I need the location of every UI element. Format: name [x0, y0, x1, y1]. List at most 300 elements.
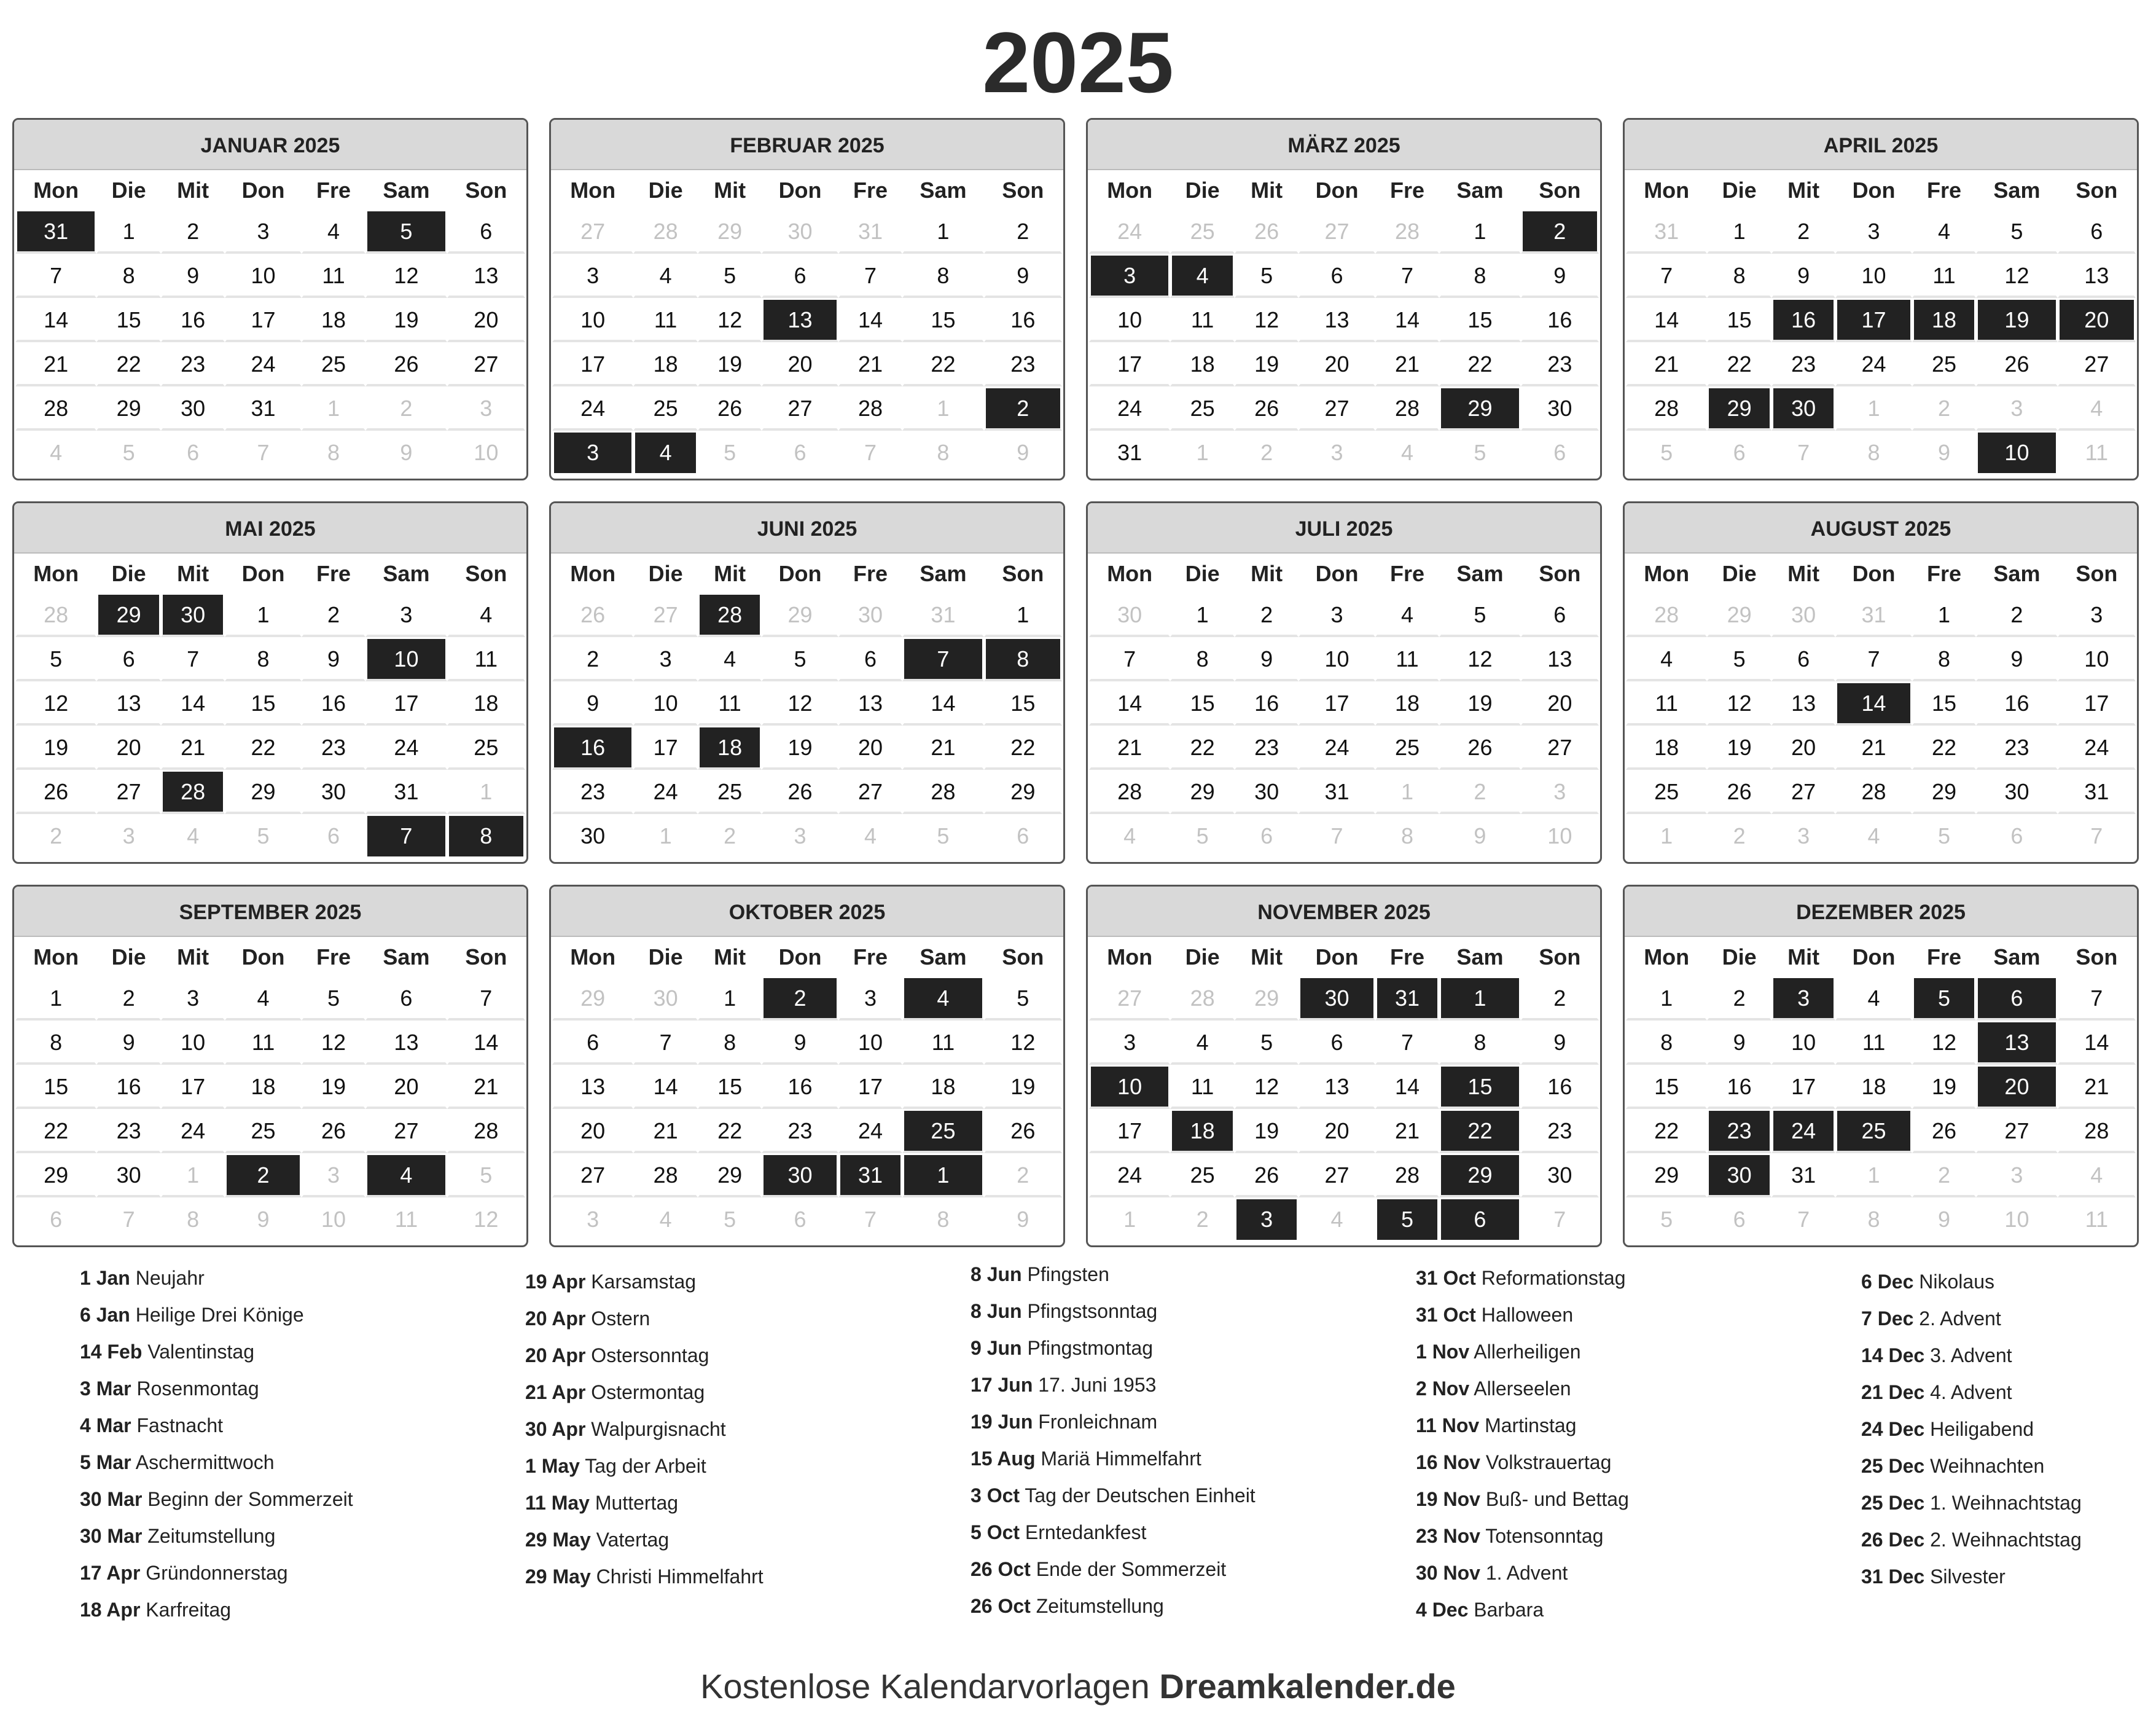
day-cell: 12 [762, 681, 838, 726]
weekday-label: Sam [1456, 561, 1504, 586]
weekday-label: Mit [177, 178, 209, 203]
day-cell: 7 [1089, 637, 1170, 681]
day-cell: 10 [225, 254, 301, 298]
day-cell: 20 [552, 1109, 633, 1153]
day-cell: 7 [1771, 1197, 1836, 1242]
holiday-name: Buß- und Bettag [1485, 1488, 1629, 1510]
weekday-label: Fre [1390, 178, 1425, 203]
weekday-label: Die [648, 178, 683, 203]
weekday-label: Die [1722, 561, 1757, 586]
holiday-column [525, 1263, 764, 1595]
day-cell: 22 [1707, 342, 1771, 386]
day-cell: 3 [161, 976, 225, 1021]
day-cell: 16 [302, 681, 366, 726]
day-cell: 8 [447, 814, 525, 858]
day-cell: 31 [1089, 431, 1170, 475]
day-cell: 11 [633, 298, 698, 342]
day-cell: 20 [1299, 342, 1375, 386]
day-cell: 5 [15, 637, 96, 681]
day-cell: 19 [1707, 726, 1771, 770]
weekday-label: Sam [920, 561, 967, 586]
day-cell: 19 [1976, 298, 2057, 342]
day-cell: 22 [96, 342, 161, 386]
day-cell: 7 [1375, 1021, 1440, 1065]
day-cell: 4 [1170, 254, 1235, 298]
month-11 [1086, 885, 1602, 1247]
weekday-label: Son [1539, 178, 1581, 203]
weekday-label: Sam [383, 561, 430, 586]
weekday-label: Fre [1927, 944, 1962, 970]
day-cell: 7 [2058, 976, 2136, 1021]
footer-text: Kostenlose Kalendarvorlagen [700, 1667, 1160, 1706]
day-cell: 24 [1089, 210, 1170, 254]
holiday-item [80, 1407, 353, 1444]
day-cell: 11 [698, 681, 762, 726]
day-cell: 7 [1835, 637, 1912, 681]
day-cell: 14 [1835, 681, 1912, 726]
holiday-name: Nikolaus [1919, 1271, 1994, 1293]
day-cell: 13 [365, 1021, 447, 1065]
weekday-label: Die [648, 561, 683, 586]
day-cell: 6 [762, 254, 838, 298]
month-5 [12, 501, 528, 864]
holiday-date: 31 Dec [1861, 1565, 1925, 1588]
weekday-label: Fre [853, 561, 888, 586]
day-cell: 31 [1626, 210, 1707, 254]
month-12 [1623, 885, 2139, 1247]
day-cell: 10 [838, 1021, 903, 1065]
day-cell: 4 [1375, 593, 1440, 637]
day-cell: 30 [1976, 770, 2057, 814]
day-cell: 1 [1707, 210, 1771, 254]
day-cell: 3 [1976, 386, 2057, 431]
holiday-date: 20 Apr [525, 1344, 586, 1366]
holiday-date: 19 Nov [1416, 1488, 1480, 1510]
day-cell: 4 [838, 814, 903, 858]
holiday-name: Heiligabend [1930, 1418, 2034, 1440]
holiday-name: Neujahr [135, 1267, 205, 1289]
day-cell: 7 [633, 1021, 698, 1065]
day-cell: 19 [762, 726, 838, 770]
day-cell: 31 [1771, 1153, 1836, 1197]
day-cell: 4 [633, 431, 698, 475]
month-title: JANUAR 2025 [14, 120, 526, 170]
day-cell: 1 [1170, 593, 1235, 637]
day-cell: 9 [302, 637, 366, 681]
holiday-date: 26 Dec [1861, 1529, 1925, 1551]
holiday-item [1416, 1296, 1629, 1333]
day-cell: 23 [96, 1109, 161, 1153]
day-cell: 14 [633, 1065, 698, 1109]
day-cell: 4 [633, 1197, 698, 1242]
day-cell: 21 [15, 342, 96, 386]
day-cell: 5 [365, 210, 447, 254]
day-cell: 20 [447, 298, 525, 342]
day-cell: 1 [902, 210, 983, 254]
holiday-name: Zeitumstellung [147, 1525, 276, 1547]
holiday-name: Martinstag [1485, 1414, 1577, 1436]
day-cell: 11 [225, 1021, 301, 1065]
holiday-item [1416, 1407, 1629, 1444]
day-cell: 8 [1375, 814, 1440, 858]
day-cell: 5 [698, 431, 762, 475]
day-cell: 1 [984, 593, 1062, 637]
holiday-item [525, 1448, 764, 1484]
day-cell: 12 [698, 298, 762, 342]
weekday-label: Die [1185, 944, 1220, 970]
holiday-date: 6 Dec [1861, 1271, 1914, 1293]
day-cell: 6 [302, 814, 366, 858]
day-cell: 8 [1626, 1021, 1707, 1065]
holiday-item [971, 1551, 1256, 1588]
day-cell: 30 [838, 593, 903, 637]
holiday-name: 17. Juni 1953 [1038, 1374, 1157, 1396]
day-cell: 18 [225, 1065, 301, 1109]
day-cell: 3 [447, 386, 525, 431]
weekday-label: Die [648, 944, 683, 970]
day-cell: 20 [1976, 1065, 2057, 1109]
day-cell: 30 [1771, 593, 1836, 637]
day-cell: 25 [225, 1109, 301, 1153]
day-cell: 27 [96, 770, 161, 814]
day-cell: 9 [1707, 1021, 1771, 1065]
weekday-label: Fre [853, 944, 888, 970]
day-cell: 2 [1235, 431, 1299, 475]
day-cell: 13 [1771, 681, 1836, 726]
holiday-date: 25 Dec [1861, 1492, 1925, 1514]
day-cell: 23 [984, 342, 1062, 386]
holiday-item [1416, 1444, 1629, 1481]
day-cell: 12 [1912, 1021, 1977, 1065]
weekday-label: Fre [1390, 944, 1425, 970]
day-cell: 28 [698, 593, 762, 637]
day-cell: 14 [1375, 1065, 1440, 1109]
holiday-item [1861, 1448, 2082, 1484]
day-cell: 24 [1089, 1153, 1170, 1197]
day-cell: 11 [1626, 681, 1707, 726]
day-cell: 27 [1299, 210, 1375, 254]
day-cell: 3 [1771, 976, 1836, 1021]
day-cell: 8 [1835, 1197, 1912, 1242]
day-cell: 25 [1835, 1109, 1912, 1153]
day-cell: 26 [1235, 386, 1299, 431]
day-cell: 29 [1439, 1153, 1520, 1197]
day-cell: 22 [902, 342, 983, 386]
weekday-label: Son [1539, 561, 1581, 586]
day-cell: 23 [552, 770, 633, 814]
day-cell: 4 [161, 814, 225, 858]
day-cell: 5 [762, 637, 838, 681]
day-cell: 31 [902, 593, 983, 637]
day-cell: 21 [1089, 726, 1170, 770]
day-cell: 1 [1439, 210, 1520, 254]
day-cell: 14 [1375, 298, 1440, 342]
day-cell: 8 [1835, 431, 1912, 475]
holiday-item [1416, 1370, 1629, 1407]
day-cell: 1 [698, 976, 762, 1021]
day-cell: 27 [1976, 1109, 2057, 1153]
day-cell: 8 [698, 1021, 762, 1065]
day-cell: 12 [1439, 637, 1520, 681]
day-cell: 3 [365, 593, 447, 637]
day-cell: 1 [1375, 770, 1440, 814]
day-cell: 25 [1170, 210, 1235, 254]
weekday-label: Son [1002, 561, 1044, 586]
day-cell: 8 [902, 431, 983, 475]
weekday-label: Mit [714, 178, 746, 203]
day-cell: 2 [552, 637, 633, 681]
holiday-item [525, 1374, 764, 1411]
holiday-name: Pfingsten [1027, 1263, 1109, 1285]
day-cell: 3 [225, 210, 301, 254]
day-cell: 28 [1835, 770, 1912, 814]
holiday-column [1416, 1260, 1629, 1628]
day-cell: 28 [1375, 210, 1440, 254]
day-cell: 20 [2058, 298, 2136, 342]
weekday-label: Mit [714, 561, 746, 586]
holiday-item [1416, 1333, 1629, 1370]
day-cell: 29 [762, 593, 838, 637]
holiday-name: Pfingstmontag [1027, 1337, 1154, 1359]
month-title: JUNI 2025 [551, 503, 1063, 554]
weekday-label: Son [1002, 178, 1044, 203]
day-cell: 7 [838, 1197, 903, 1242]
day-cell: 8 [302, 431, 366, 475]
day-cell: 4 [1170, 1021, 1235, 1065]
holiday-name: Halloween [1481, 1304, 1574, 1326]
weekday-label: Mon [570, 178, 616, 203]
day-cell: 6 [1976, 976, 2057, 1021]
weekday-label: Mon [1644, 944, 1690, 970]
day-cell: 17 [365, 681, 447, 726]
day-cell: 4 [1089, 814, 1170, 858]
day-cell: 6 [1771, 637, 1836, 681]
holiday-item [1416, 1591, 1629, 1628]
day-cell: 8 [225, 637, 301, 681]
day-cell: 5 [1707, 637, 1771, 681]
day-cell: 11 [2058, 431, 2136, 475]
weekday-label: Don [778, 944, 822, 970]
day-cell: 1 [1439, 976, 1520, 1021]
day-cell: 9 [1771, 254, 1836, 298]
weekday-label: Don [1852, 944, 1896, 970]
weekday-label: Mon [33, 944, 79, 970]
day-cell: 17 [1835, 298, 1912, 342]
day-cell: 5 [698, 1197, 762, 1242]
holiday-item [80, 1444, 353, 1481]
day-cell: 1 [633, 814, 698, 858]
holiday-name: Erntedankfest [1025, 1521, 1147, 1543]
day-cell: 18 [1626, 726, 1707, 770]
weekday-label: Fre [316, 178, 351, 203]
weekday-label: Mit [714, 944, 746, 970]
day-cell: 3 [1835, 210, 1912, 254]
day-cell: 11 [1835, 1021, 1912, 1065]
day-cell: 30 [302, 770, 366, 814]
holiday-name: Tag der Arbeit [585, 1455, 706, 1477]
day-cell: 4 [633, 254, 698, 298]
day-cell: 28 [1626, 593, 1707, 637]
month-title: OKTOBER 2025 [551, 887, 1063, 937]
day-cell: 30 [1521, 1153, 1599, 1197]
day-cell: 3 [1976, 1153, 2057, 1197]
day-cell: 5 [96, 431, 161, 475]
holiday-item [525, 1411, 764, 1448]
day-cell: 15 [698, 1065, 762, 1109]
day-cell: 3 [1089, 1021, 1170, 1065]
day-cell: 17 [225, 298, 301, 342]
holiday-date: 23 Nov [1416, 1525, 1480, 1547]
day-cell: 7 [365, 814, 447, 858]
day-cell: 24 [1835, 342, 1912, 386]
day-cell: 29 [1626, 1153, 1707, 1197]
day-cell: 13 [1299, 298, 1375, 342]
holiday-name: Fastnacht [136, 1414, 223, 1436]
day-cell: 15 [96, 298, 161, 342]
holiday-name: Walpurgisnacht [591, 1418, 726, 1440]
day-cell: 27 [1299, 386, 1375, 431]
day-cell: 2 [1912, 1153, 1977, 1197]
day-cell: 4 [1912, 210, 1977, 254]
day-cell: 30 [161, 386, 225, 431]
day-cell: 2 [225, 1153, 301, 1197]
day-cell: 7 [1375, 254, 1440, 298]
month-title: APRIL 2025 [1625, 120, 2137, 170]
day-cell: 9 [1912, 431, 1977, 475]
holiday-date: 11 May [525, 1492, 590, 1514]
weekday-label: Son [1539, 944, 1581, 970]
day-cell: 26 [1707, 770, 1771, 814]
day-cell: 1 [1912, 593, 1977, 637]
day-cell: 6 [161, 431, 225, 475]
day-cell: 14 [1626, 298, 1707, 342]
day-cell: 9 [1235, 637, 1299, 681]
holiday-name: Silvester [1930, 1565, 2006, 1588]
day-cell: 20 [365, 1065, 447, 1109]
month-title: AUGUST 2025 [1625, 503, 2137, 554]
day-cell: 31 [2058, 770, 2136, 814]
holiday-name: Zeitumstellung [1036, 1595, 1164, 1617]
day-cell: 26 [552, 593, 633, 637]
day-cell: 2 [1771, 210, 1836, 254]
day-cell: 10 [1976, 431, 2057, 475]
month-title: MÄRZ 2025 [1088, 120, 1600, 170]
holiday-date: 21 Apr [525, 1381, 586, 1403]
holiday-name: Reformationstag [1481, 1267, 1626, 1289]
holiday-name: 1. Advent [1485, 1562, 1568, 1584]
day-cell: 2 [1235, 593, 1299, 637]
footer-brand: Dreamkalender.de [1159, 1667, 1456, 1706]
day-cell: 6 [838, 637, 903, 681]
day-cell: 15 [15, 1065, 96, 1109]
holiday-item [525, 1484, 764, 1521]
day-cell: 3 [838, 976, 903, 1021]
day-cell: 25 [698, 770, 762, 814]
day-cell: 6 [1521, 593, 1599, 637]
weekday-label: Fre [1927, 178, 1962, 203]
weekday-label: Mon [1107, 944, 1153, 970]
day-cell: 14 [1089, 681, 1170, 726]
day-cell: 16 [552, 726, 633, 770]
month-title: MAI 2025 [14, 503, 526, 554]
day-cell: 26 [15, 770, 96, 814]
day-cell: 3 [1299, 431, 1375, 475]
day-cell: 11 [1170, 298, 1235, 342]
day-cell: 10 [1089, 298, 1170, 342]
day-cell: 22 [1439, 1109, 1520, 1153]
day-cell: 12 [1235, 1065, 1299, 1109]
month-1 [12, 118, 528, 480]
day-cell: 18 [698, 726, 762, 770]
day-cell: 12 [302, 1021, 366, 1065]
day-cell: 2 [1521, 210, 1599, 254]
holiday-item [971, 1403, 1256, 1440]
holiday-item [1861, 1521, 2082, 1558]
day-cell: 9 [1439, 814, 1520, 858]
day-cell: 3 [96, 814, 161, 858]
holiday-name: Allerheiligen [1474, 1341, 1581, 1363]
holiday-item [1861, 1558, 2082, 1595]
day-cell: 25 [447, 726, 525, 770]
day-cell: 8 [1170, 637, 1235, 681]
holiday-date: 1 Jan [80, 1267, 130, 1289]
day-cell: 21 [838, 342, 903, 386]
day-cell: 2 [1707, 814, 1771, 858]
day-cell: 5 [1439, 593, 1520, 637]
weekday-label: Mon [1644, 561, 1690, 586]
day-cell: 11 [447, 637, 525, 681]
footer [0, 1665, 2156, 1708]
day-cell: 10 [1089, 1065, 1170, 1109]
day-cell: 5 [1170, 814, 1235, 858]
holiday-date: 11 Nov [1416, 1414, 1480, 1436]
day-cell: 2 [15, 814, 96, 858]
day-cell: 19 [302, 1065, 366, 1109]
holiday-date: 29 May [525, 1565, 591, 1588]
day-cell: 26 [1235, 210, 1299, 254]
day-cell: 25 [1626, 770, 1707, 814]
day-cell: 11 [302, 254, 366, 298]
holiday-date: 30 Nov [1416, 1562, 1480, 1584]
day-cell: 10 [2058, 637, 2136, 681]
holiday-item [525, 1337, 764, 1374]
holiday-column [80, 1260, 353, 1628]
day-cell: 4 [447, 593, 525, 637]
day-cell: 19 [15, 726, 96, 770]
weekday-label: Don [1852, 561, 1896, 586]
day-cell: 23 [1707, 1109, 1771, 1153]
day-cell: 13 [447, 254, 525, 298]
day-cell: 15 [1626, 1065, 1707, 1109]
day-cell: 3 [552, 431, 633, 475]
weekday-label: Mon [570, 944, 616, 970]
day-cell: 4 [2058, 1153, 2136, 1197]
day-cell: 30 [96, 1153, 161, 1197]
day-cell: 12 [365, 254, 447, 298]
day-cell: 8 [1912, 637, 1977, 681]
day-cell: 27 [552, 210, 633, 254]
day-cell: 5 [698, 254, 762, 298]
day-cell: 25 [1375, 726, 1440, 770]
weekday-label: Son [1002, 944, 1044, 970]
holiday-column [971, 1256, 1256, 1624]
day-cell: 17 [1089, 1109, 1170, 1153]
day-cell: 10 [552, 298, 633, 342]
day-cell: 2 [984, 210, 1062, 254]
day-cell: 13 [1976, 1021, 2057, 1065]
day-cell: 24 [365, 726, 447, 770]
day-cell: 7 [838, 254, 903, 298]
